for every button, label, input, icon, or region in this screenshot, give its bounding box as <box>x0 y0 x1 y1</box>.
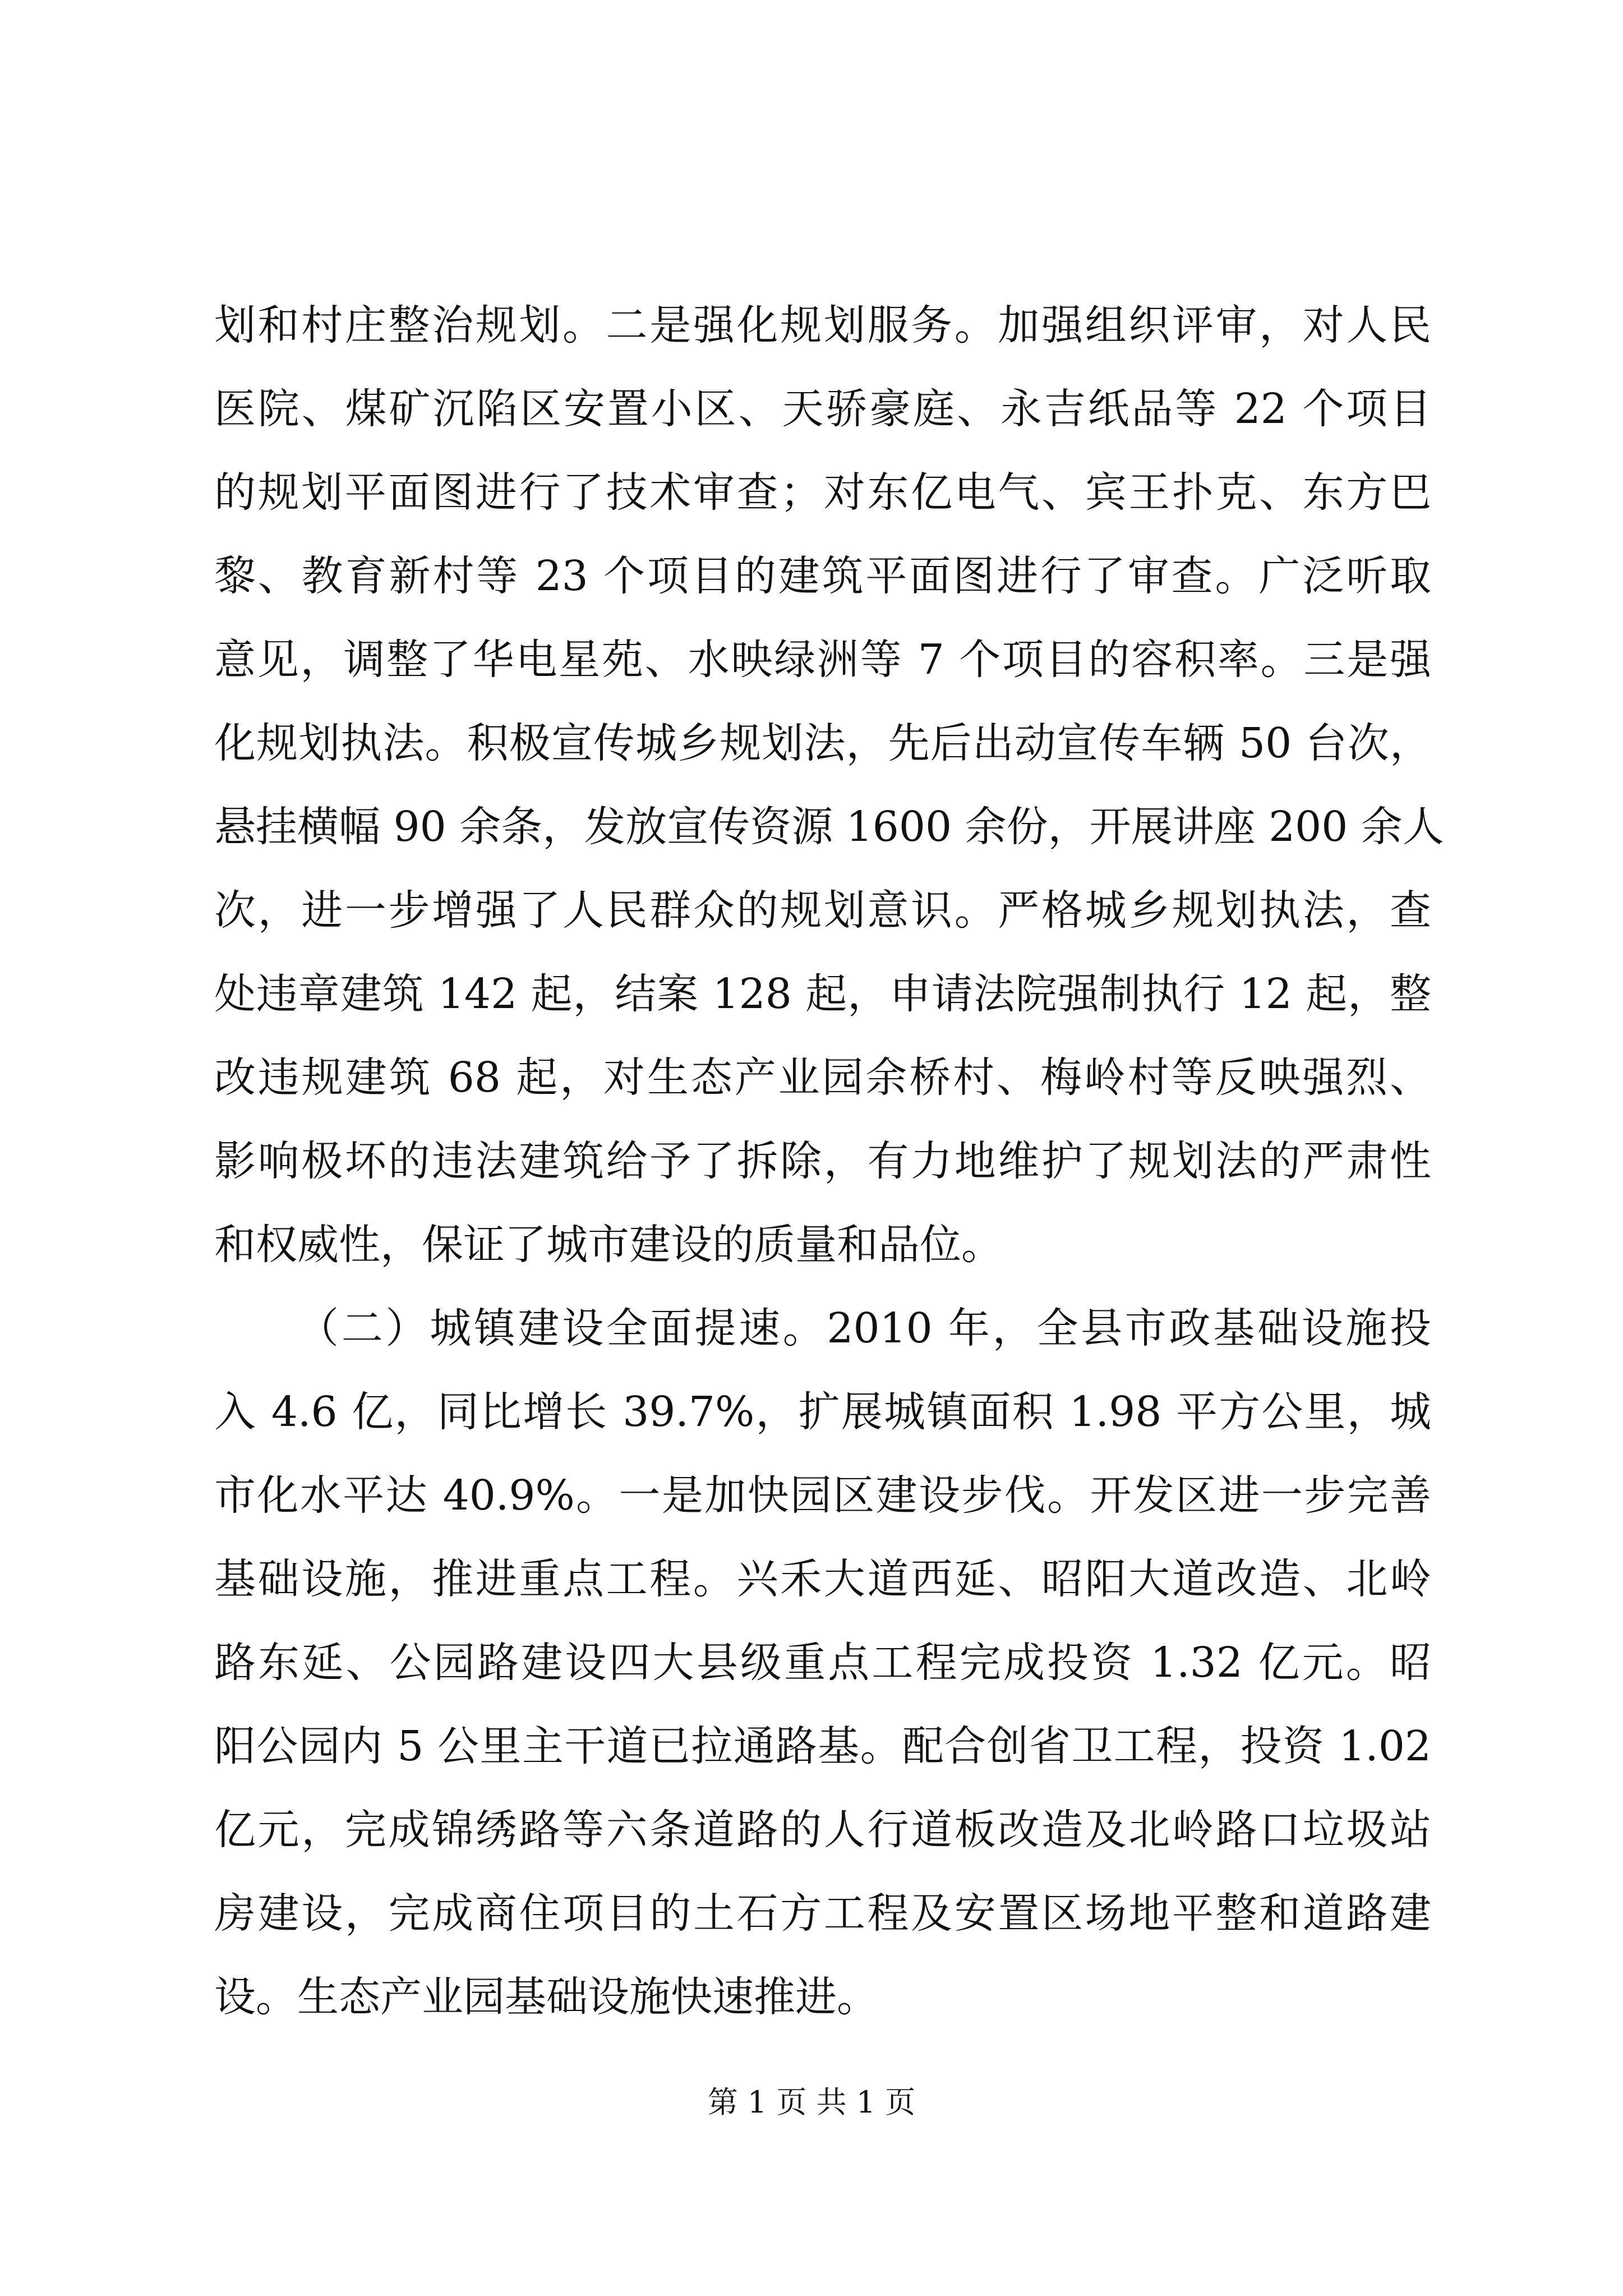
body-line-21: 设。生态产业园基础设施快速推进。 <box>214 1973 878 2021</box>
body-line-15: 市化水平达 40.9%。一是加快园区建设步伐。开发区进一步完善 <box>214 1471 1431 1520</box>
body-line-16: 基础设施，推进重点工程。兴禾大道西延、昭阳大道改造、北岭 <box>214 1555 1431 1603</box>
body-line-1: 划和村庄整治规划。二是强化规划服务。加强组织评审，对人民 <box>214 301 1431 349</box>
body-line-20: 房建设，完成商住项目的土石方工程及安置区场地平整和道路建 <box>214 1889 1431 1938</box>
body-line-5: 意见，调整了华电星苑、水映绿洲等 7 个项目的容积率。三是强 <box>214 636 1431 684</box>
body-line-2: 医院、煤矿沉陷区安置小区、天骄豪庭、永吉纸品等 22 个项目 <box>214 385 1431 433</box>
body-line-18: 阳公园内 5 公里主干道已拉通路基。配合创省卫工程，投资 1.02 <box>214 1722 1431 1770</box>
body-line-8: 次，进一步增强了人民群众的规划意识。严格城乡规划执法，查 <box>214 886 1431 935</box>
page-footer: 第 1 页 共 1 页 <box>707 2085 916 2120</box>
body-line-14: 入 4.6 亿，同比增长 39.7%，扩展城镇面积 1.98 平方公里，城 <box>214 1388 1431 1436</box>
body-line-10: 改违规建筑 68 起，对生态产业园余桥村、梅岭村等反映强烈、 <box>214 1053 1431 1102</box>
body-line-11: 影响极坏的违法建筑给予了拆除，有力地维护了规划法的严肃性 <box>214 1137 1431 1185</box>
section-two-first-line: （二）城镇建设全面提速。2010 年，全县市政基础设施投 <box>297 1304 1431 1352</box>
body-line-12: 和权威性，保证了城市建设的质量和品位。 <box>214 1221 1003 1269</box>
body-line-19: 亿元，完成锦绣路等六条道路的人行道板改造及北岭路口垃圾站 <box>214 1806 1431 1854</box>
body-line-17: 路东延、公园路建设四大县级重点工程完成投资 1.32 亿元。昭 <box>214 1639 1431 1687</box>
body-line-6: 化规划执法。积极宣传城乡规划法，先后出动宣传车辆 50 台次， <box>214 719 1431 767</box>
body-line-3: 的规划平面图进行了技术审查；对东亿电气、宾王扑克、东方巴 <box>214 468 1431 517</box>
body-line-7: 悬挂横幅 90 余条，发放宣传资源 1600 余份，开展讲座 200 余人 <box>214 803 1444 851</box>
body-line-9: 处违章建筑 142 起，结案 128 起，申请法院强制执行 12 起，整 <box>214 970 1431 1018</box>
body-line-4: 黎、教育新村等 23 个项目的建筑平面图进行了审查。广泛听取 <box>214 552 1431 600</box>
